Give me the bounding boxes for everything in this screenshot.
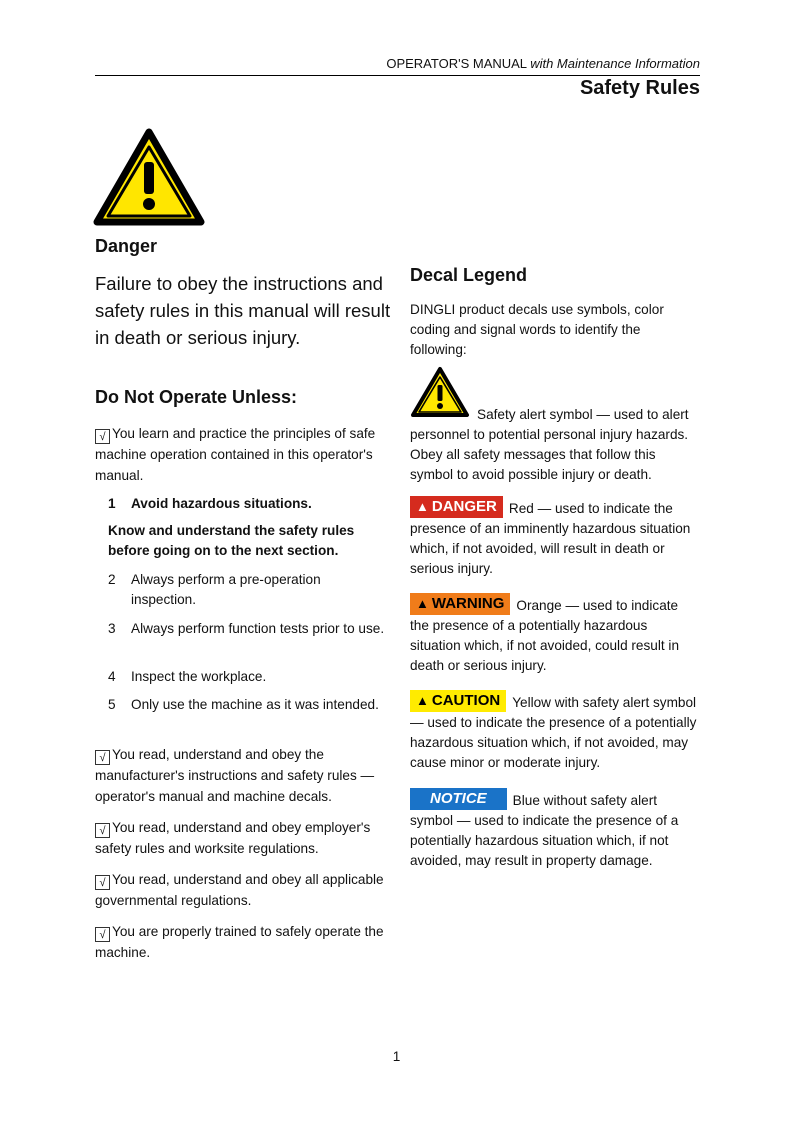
check-item-4 [95, 869, 395, 911]
warning-sign-label: WARNING [431, 595, 505, 612]
page-number: 1 [392, 1049, 401, 1064]
step-text: Only use the machine as it was intended. [131, 697, 379, 712]
decal-legend-heading: Decal Legend [410, 265, 528, 285]
alert-triangle-icon: ▲ [416, 596, 429, 611]
notice-sign [410, 788, 507, 810]
step-4 [108, 667, 388, 687]
caution-sign [410, 690, 506, 712]
alert-triangle-icon: ▲ [416, 499, 429, 514]
caution-sign-label: CAUTION [431, 692, 501, 709]
step-2 [108, 570, 388, 610]
notice-legend [410, 788, 700, 871]
danger-sign [410, 496, 503, 518]
checkbox-icon: √ [95, 875, 110, 890]
check-item-text: You read, understand and obey the manufacturer's instructions and safety rules — operator's manual and machine decals. [95, 747, 375, 804]
step-number: 3 [108, 621, 116, 636]
checkbox-icon: √ [95, 429, 110, 444]
step-text: Always perform a pre-operation inspection. [131, 572, 321, 607]
check-item-1 [95, 423, 395, 486]
check-item-text: You learn and practice the principles of safe machine operation contained in this operator's manual. [95, 426, 376, 483]
danger-heading: Danger [95, 236, 158, 256]
step-text: Always perform function tests prior to use. [131, 621, 385, 636]
step-1 [108, 494, 388, 514]
note-text: Know and understand the safety rules before going on to the next section. [108, 523, 355, 558]
notice-sign-label: NOTICE [430, 790, 487, 807]
running-header [95, 56, 700, 71]
check-item-text: You read, understand and obey all applicable governmental regulations. [95, 872, 384, 908]
check-item-5 [95, 921, 395, 963]
checkbox-icon: √ [95, 823, 110, 838]
step-text: Avoid hazardous situations. [131, 496, 312, 511]
alert-triangle-icon: ▲ [416, 693, 429, 708]
do-not-operate-heading: Do Not Operate Unless: [95, 387, 298, 407]
header-divider [95, 75, 700, 76]
caution-legend [410, 690, 700, 773]
notice-description: Blue without safety alert symbol — used to indicate the presence of a potentially hazardous situation which, if not avoided, may result in property damage. [410, 793, 679, 868]
step-text: Inspect the workplace. [131, 669, 267, 684]
step-number: 5 [108, 697, 116, 712]
step-3 [108, 619, 388, 639]
manual-subtitle: with Maintenance Information [530, 56, 700, 71]
check-item-3 [95, 817, 395, 859]
manual-title: OPERATOR'S MANUAL [386, 56, 527, 71]
caution-description: Yellow with safety alert symbol — used to indicate the presence of a potentially hazardous situation which, if not avoided, may cause minor or moderate injury. [410, 695, 697, 770]
checkbox-icon: √ [95, 927, 110, 942]
step-number: 1 [108, 496, 116, 511]
warning-triangle-icon [93, 128, 205, 228]
danger-legend [410, 496, 700, 579]
safety-alert-description: Safety alert symbol — used to alert personnel to potential personal injury hazards. Obey all safety messages that follow this symbol to avoid possible injury or death. [410, 407, 689, 482]
check-item-text: You read, understand and obey employer's safety rules and worksite regulations. [95, 820, 371, 856]
danger-description: Red — used to indicate the presence of an imminently hazardous situation which, if not avoided, will result in death or serious injury. [410, 501, 691, 576]
step-5 [108, 695, 388, 715]
section-title: Safety Rules [579, 77, 700, 99]
warning-sign [410, 593, 510, 615]
danger-sign-label: DANGER [431, 498, 497, 515]
warning-description: Orange — used to indicate the presence of a potentially hazardous situation which, if not avoided, could result in death or serious injury. [410, 598, 680, 673]
decal-legend-intro: DINGLI product decals use symbols, color coding and signal words to identify the following: [410, 302, 664, 357]
check-item-text: You are properly trained to safely operate the machine. [95, 924, 384, 960]
warning-legend [410, 593, 700, 676]
checkbox-icon: √ [95, 750, 110, 765]
step-number: 4 [108, 669, 116, 684]
check-item-2 [95, 744, 395, 807]
step-number: 2 [108, 572, 116, 587]
danger-statement: Failure to obey the instructions and safety rules in this manual will result in death or serious injury. [95, 273, 391, 348]
